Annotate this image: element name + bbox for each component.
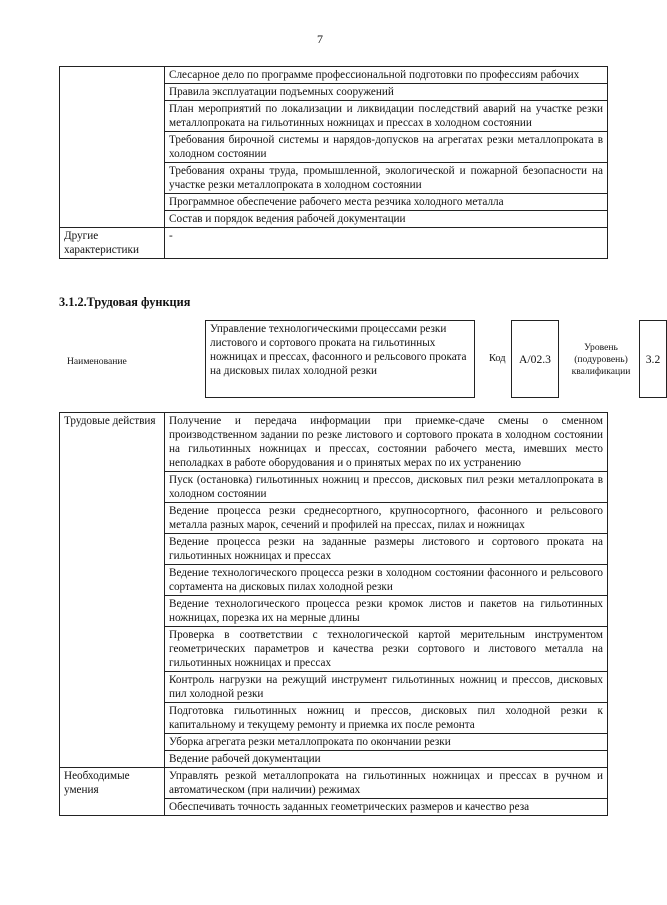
labor-action-item: Контроль нагрузки на режущий инструмент гильотинных ножниц и прессов, дисковых пил холодной резки — [165, 672, 608, 703]
required-skills-label: Необходимые умения — [60, 768, 165, 816]
labor-action-item: Уборка агрегата резки металлопроката по окончании резки — [165, 734, 608, 751]
table-row — [60, 228, 608, 259]
labor-actions-label: Трудовые действия — [60, 413, 165, 768]
knowledge-item: Программное обеспечение рабочего места резчика холодного металла — [165, 194, 608, 211]
knowledge-label-cell — [60, 67, 165, 228]
table-row — [60, 67, 608, 84]
code-label: Код — [489, 353, 506, 364]
function-details-table — [59, 412, 608, 816]
qualification-level-box: 3.2 — [639, 320, 667, 398]
labor-action-item: Получение и передача информации при приемке-сдаче смены о сменном производственном задании по резке листового и сортового проката в холодном состоянии на гильотинных ножницах и прессах, состоянии рабочего места, имевших место неполадках в работе оборудования и о принятых мерах по их устранению — [165, 413, 608, 472]
skill-item: Обеспечивать точность заданных геометрических размеров и качество реза — [165, 799, 608, 816]
knowledge-item: Требования бирочной системы и нарядов-допусков на агрегатах резки металлопроката в холодном состоянии — [165, 132, 608, 163]
knowledge-item: Правила эксплуатации подъемных сооружений — [165, 84, 608, 101]
function-code-box: А/02.3 — [511, 320, 559, 398]
labor-action-item: Ведение процесса резки на заданные размеры листового и сортового проката на гильотинных ножницах и прессах — [165, 534, 608, 565]
labor-action-item: Ведение процесса резки среднесортного, крупносортного, фасонного и рельсового металла разных марок, сечений и профилей на прессах, пилах и ножницах — [165, 503, 608, 534]
function-header — [59, 320, 661, 400]
function-name-box: Управление технологическими процессами резки листового и сортового проката на гильотинных ножницах и прессах, фасонного и рельсового проката на дисковых пилах холодной резки — [205, 320, 475, 398]
knowledge-item: Состав и порядок ведения рабочей документации — [165, 211, 608, 228]
table-row — [60, 413, 608, 472]
knowledge-table-continued — [59, 66, 608, 259]
other-characteristics-label: Другие характеристики — [60, 228, 165, 259]
labor-action-item: Проверка в соответствии с технологической картой мерительным инструментом геометрических параметров и качества резки сортового и листового металла на гильотинных ножницах и прессах — [165, 627, 608, 672]
name-label: Наименование — [67, 356, 127, 367]
knowledge-item: Слесарное дело по программе профессиональной подготовки по профессиям рабочих — [165, 67, 608, 84]
knowledge-item: План мероприятий по локализации и ликвидации последствий аварий на участке резки металлопроката на гильотинных ножницах и прессах в холодном состоянии — [165, 101, 608, 132]
skill-item: Управлять резкой металлопроката на гильотинных ножницах и прессах в ручном и автоматическом (при наличии) режимах — [165, 768, 608, 799]
section-heading: 3.1.2.Трудовая функция — [59, 295, 191, 309]
knowledge-item: Требования охраны труда, промышленной, экологической и пожарной безопасности на участке резки металлопроката в холодном состоянии — [165, 163, 608, 194]
labor-action-item: Ведение технологического процесса резки кромок листов и пакетов на гильотинных ножницах, порезка их на мерные длины — [165, 596, 608, 627]
table-row — [60, 768, 608, 799]
qualification-level-label: Уровень (подуровень) квалификации — [571, 342, 631, 377]
labor-action-item: Пуск (остановка) гильотинных ножниц и прессов, дисковых пил резки металлопроката в холодном состоянии — [165, 472, 608, 503]
page-number: 7 — [317, 32, 323, 46]
labor-action-item: Ведение рабочей документации — [165, 751, 608, 768]
labor-action-item: Ведение технологического процесса резки в холодном состоянии фасонного и рельсового сортамента на дисковых пилах холодной резки — [165, 565, 608, 596]
other-characteristics-value: - — [165, 228, 608, 259]
labor-action-item: Подготовка гильотинных ножниц и прессов, дисковых пил холодной резки к капитальному и текущему ремонту и приемка их после ремонта — [165, 703, 608, 734]
